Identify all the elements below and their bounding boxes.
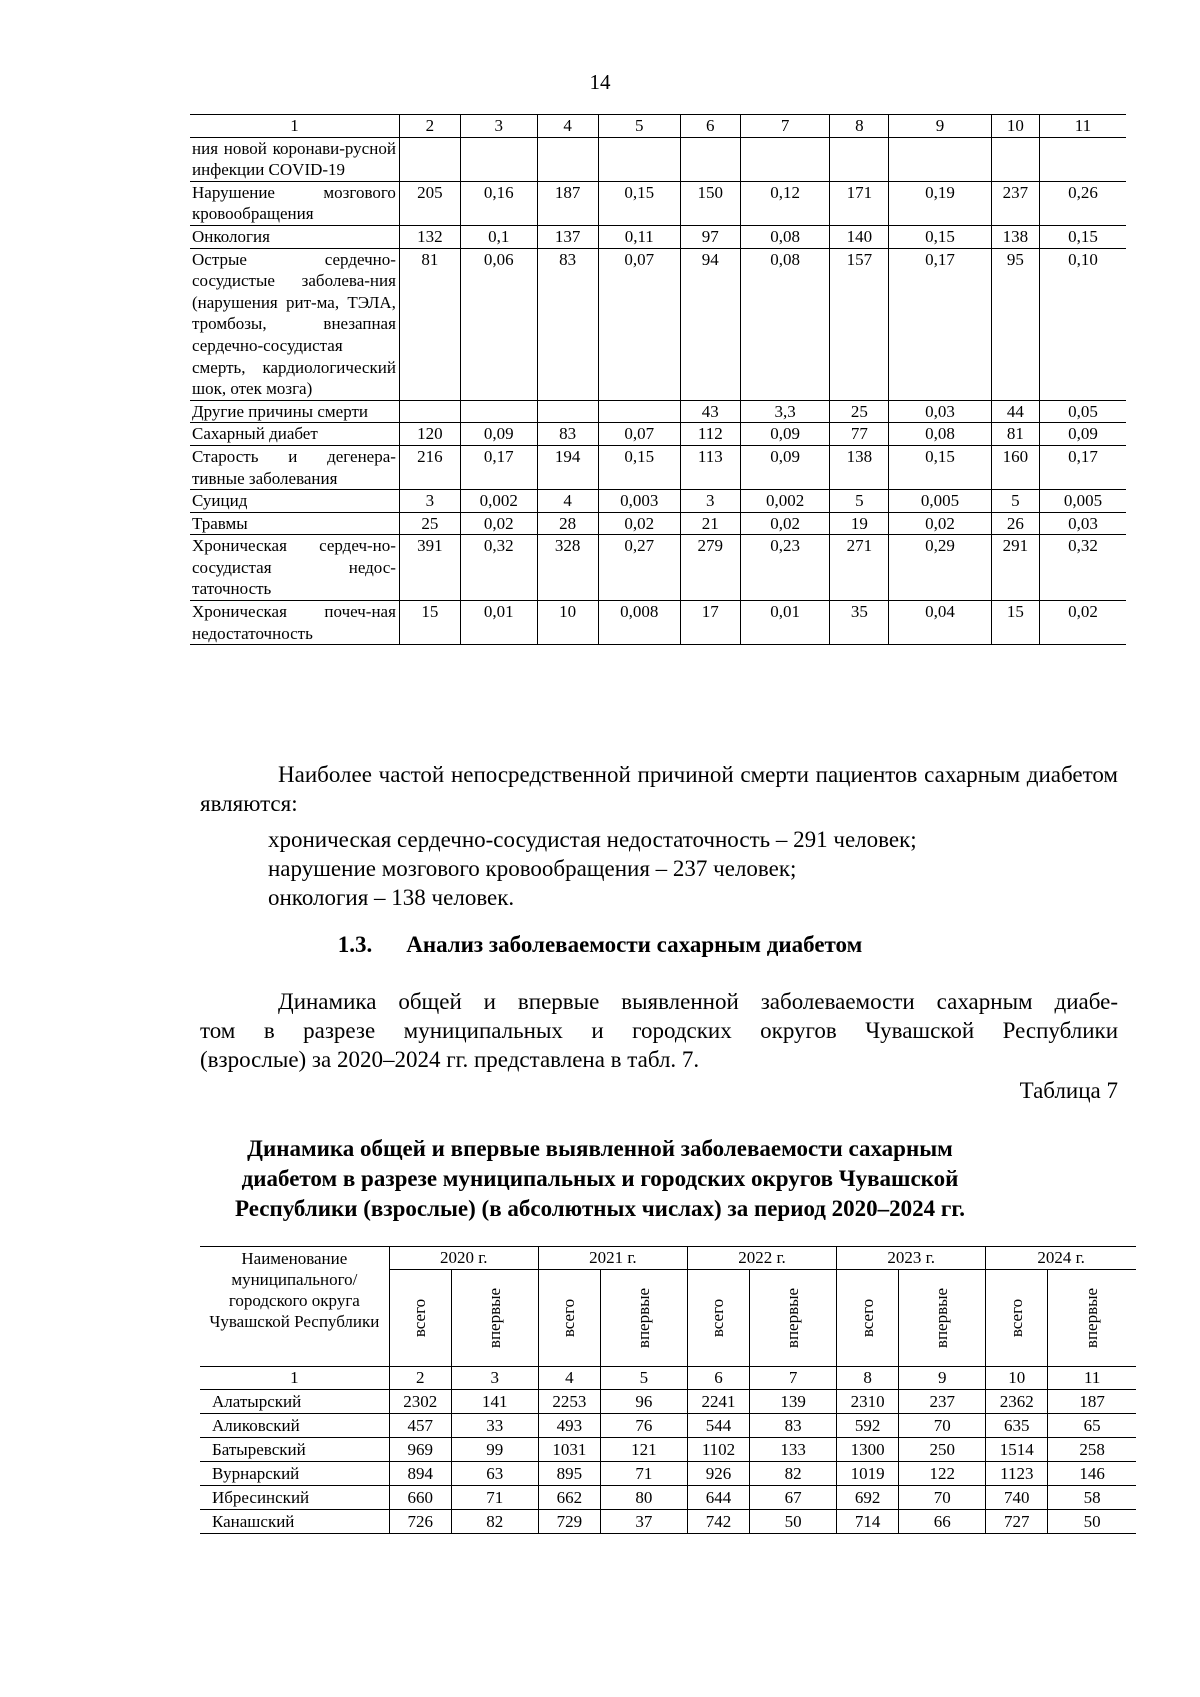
- table-cell: [460, 400, 537, 423]
- table-cell: 76: [600, 1414, 687, 1438]
- table-cell: 0,09: [460, 423, 537, 446]
- table-cell: 0,32: [1039, 535, 1126, 601]
- table-cell: 21: [680, 512, 740, 535]
- table-cell: 25: [399, 512, 460, 535]
- paragraph-line: Динамика общей и впервые выявленной заболеваемости сахарным диабе-: [278, 989, 1118, 1014]
- table-cell: 5: [830, 490, 889, 513]
- table-cell: 0,10: [1039, 248, 1126, 400]
- table-cell: 3: [399, 490, 460, 513]
- list-item: онкология – 138 человек.: [268, 885, 515, 910]
- table-cell: 0,002: [460, 490, 537, 513]
- table-cell: 81: [399, 248, 460, 400]
- table-cell: 0,06: [460, 248, 537, 400]
- table-cell: [537, 137, 598, 181]
- table-cell: 2362: [986, 1390, 1048, 1414]
- column-number: 1: [200, 1367, 389, 1390]
- table-cell: 95: [991, 248, 1039, 400]
- subheader-new: впервые: [451, 1270, 538, 1367]
- table-cell: [830, 137, 889, 181]
- municipality-name: Канашский: [200, 1510, 389, 1534]
- table-cell: [399, 400, 460, 423]
- table-cell: 67: [750, 1486, 837, 1510]
- table-cell: 0,27: [598, 535, 680, 601]
- table-cell: 33: [451, 1414, 538, 1438]
- table-cell: 0,16: [460, 181, 537, 225]
- table-cell: 63: [451, 1462, 538, 1486]
- column-number: 10: [991, 115, 1039, 138]
- table-cell: 1019: [837, 1462, 899, 1486]
- column-number: 9: [899, 1367, 986, 1390]
- table-cell: 279: [680, 535, 740, 601]
- table-cell: 58: [1048, 1486, 1136, 1510]
- subheader-total: всего: [837, 1270, 899, 1367]
- cause-label: Хроническая сердеч-но-сосудистая недос-таточность: [190, 535, 399, 601]
- table-row: [190, 423, 1126, 446]
- table-cell: 71: [600, 1462, 687, 1486]
- paragraph-dynamics: [200, 987, 1118, 1074]
- column-number: 3: [451, 1367, 538, 1390]
- table-cell: 205: [399, 181, 460, 225]
- table-cell: 50: [1048, 1510, 1136, 1534]
- table-cell: 122: [899, 1462, 986, 1486]
- paragraph-causes: Наиболее частой непосредственной причиной смерти пациентов сахарным диабетом являются:: [200, 762, 1118, 816]
- table-cell: 112: [680, 423, 740, 446]
- cause-label: Сахарный диабет: [190, 423, 399, 446]
- table-cell: 0,002: [740, 490, 830, 513]
- table-row: [200, 1438, 1136, 1462]
- table-cell: 0,02: [740, 512, 830, 535]
- table-cell: 644: [687, 1486, 749, 1510]
- table-label: Таблица 7: [1019, 1078, 1118, 1103]
- table-cell: 0,09: [740, 423, 830, 446]
- table-cell: 0,15: [598, 445, 680, 489]
- table-cell: 660: [389, 1486, 451, 1510]
- column-number: 7: [740, 115, 830, 138]
- table-cell: 70: [899, 1486, 986, 1510]
- column-number: 3: [460, 115, 537, 138]
- table-cell: 216: [399, 445, 460, 489]
- table-cell: 82: [750, 1462, 837, 1486]
- table-cell: 0,02: [889, 512, 992, 535]
- table-cell: [740, 137, 830, 181]
- table-title-line: диабетом в разрезе муниципальных и городских округов Чувашской: [241, 1166, 959, 1191]
- causes-of-death-table: [190, 114, 1126, 645]
- table-cell: 82: [451, 1510, 538, 1534]
- table-cell: 1102: [687, 1438, 749, 1462]
- table-cell: 729: [538, 1510, 600, 1534]
- table-row: [190, 248, 1126, 400]
- column-number: 10: [986, 1367, 1048, 1390]
- subheader-total: всего: [389, 1270, 451, 1367]
- table-cell: 237: [899, 1390, 986, 1414]
- table-cell: 0,08: [889, 423, 992, 446]
- table-cell: 0,02: [598, 512, 680, 535]
- table-cell: 0,32: [460, 535, 537, 601]
- table-cell: 94: [680, 248, 740, 400]
- table-cell: 0,03: [1039, 512, 1126, 535]
- table-row: [190, 225, 1126, 248]
- paragraph-line: (взрослые) за 2020–2024 гг. представлена в табл. 7.: [200, 1047, 700, 1072]
- municipality-name: Аликовский: [200, 1414, 389, 1438]
- municipality-header: Наименование муниципального/ городского округа Чувашской Республики: [200, 1247, 389, 1367]
- table-cell: 133: [750, 1438, 837, 1462]
- table-cell: 457: [389, 1414, 451, 1438]
- table-cell: 0,09: [740, 445, 830, 489]
- table-cell: 0,26: [1039, 181, 1126, 225]
- table-cell: 99: [451, 1438, 538, 1462]
- subheader-new: впервые: [1048, 1270, 1136, 1367]
- table-cell: 15: [399, 601, 460, 645]
- table-cell: 160: [991, 445, 1039, 489]
- column-number: 1: [190, 115, 399, 138]
- section-heading: [0, 932, 1200, 958]
- table-cell: 2302: [389, 1390, 451, 1414]
- table-cell: 0,02: [1039, 601, 1126, 645]
- table-cell: 3: [680, 490, 740, 513]
- table-cell: 187: [537, 181, 598, 225]
- table-cell: 81: [991, 423, 1039, 446]
- cause-label: Старость и дегенера-тивные заболевания: [190, 445, 399, 489]
- table-cell: 70: [899, 1414, 986, 1438]
- table-cell: 83: [750, 1414, 837, 1438]
- table-cell: 0,15: [889, 225, 992, 248]
- municipality-name: Алатырский: [200, 1390, 389, 1414]
- column-numbers-row: [200, 1367, 1136, 1390]
- subheader-total: всего: [538, 1270, 600, 1367]
- table-cell: 635: [986, 1414, 1048, 1438]
- table-row: [200, 1510, 1136, 1534]
- column-number: 6: [687, 1367, 749, 1390]
- table-cell: 37: [600, 1510, 687, 1534]
- table-cell: 43: [680, 400, 740, 423]
- table-cell: 895: [538, 1462, 600, 1486]
- table-cell: 662: [538, 1486, 600, 1510]
- cause-label: Другие причины смерти: [190, 400, 399, 423]
- table-row: [200, 1390, 1136, 1414]
- table-cell: 138: [991, 225, 1039, 248]
- cause-label: Онкология: [190, 225, 399, 248]
- table-row: [200, 1414, 1136, 1438]
- column-number: 5: [600, 1367, 687, 1390]
- table-cell: 0,04: [889, 601, 992, 645]
- table-title-line: Республики (взрослые) (в абсолютных числах) за период 2020–2024 гг.: [235, 1196, 965, 1221]
- table-cell: 0,005: [889, 490, 992, 513]
- table-cell: 3,3: [740, 400, 830, 423]
- table-cell: 0,08: [740, 248, 830, 400]
- table-cell: 44: [991, 400, 1039, 423]
- table-row: [190, 445, 1126, 489]
- table-cell: 237: [991, 181, 1039, 225]
- table-cell: 544: [687, 1414, 749, 1438]
- table-cell: 0,003: [598, 490, 680, 513]
- table-cell: 493: [538, 1414, 600, 1438]
- diabetes-incidence-table: [200, 1246, 1136, 1534]
- table-cell: 0,03: [889, 400, 992, 423]
- table-cell: 0,17: [889, 248, 992, 400]
- year-header: 2020 г.: [389, 1247, 538, 1270]
- table-row: [190, 601, 1126, 645]
- table-cell: 80: [600, 1486, 687, 1510]
- table-cell: 0,07: [598, 423, 680, 446]
- table-cell: 250: [899, 1438, 986, 1462]
- subheader-new: впервые: [899, 1270, 986, 1367]
- column-number: 2: [399, 115, 460, 138]
- table-cell: 0,01: [740, 601, 830, 645]
- table-cell: 17: [680, 601, 740, 645]
- column-number: 8: [830, 115, 889, 138]
- table-cell: 0,23: [740, 535, 830, 601]
- table-cell: 35: [830, 601, 889, 645]
- table-cell: 258: [1048, 1438, 1136, 1462]
- table-cell: 969: [389, 1438, 451, 1462]
- table-cell: [460, 137, 537, 181]
- table-cell: 83: [537, 423, 598, 446]
- table-row: [190, 535, 1126, 601]
- table-cell: 0,008: [598, 601, 680, 645]
- table-cell: 15: [991, 601, 1039, 645]
- list-item: хроническая сердечно-сосудистая недостаточность – 291 человек;: [268, 827, 917, 852]
- table-cell: 157: [830, 248, 889, 400]
- table-title-line: Динамика общей и впервые выявленной заболеваемости сахарным: [247, 1136, 953, 1161]
- table-row: [190, 512, 1126, 535]
- column-number: 11: [1048, 1367, 1136, 1390]
- table-cell: 2253: [538, 1390, 600, 1414]
- table-cell: 146: [1048, 1462, 1136, 1486]
- year-header: 2022 г.: [687, 1247, 836, 1270]
- table-cell: 171: [830, 181, 889, 225]
- table-cell: 742: [687, 1510, 749, 1534]
- table-cell: 187: [1048, 1390, 1136, 1414]
- table-row: [190, 137, 1126, 181]
- column-number: 4: [538, 1367, 600, 1390]
- table-cell: 50: [750, 1510, 837, 1534]
- column-number: 5: [598, 115, 680, 138]
- page-number: 14: [589, 70, 611, 94]
- table-cell: 726: [389, 1510, 451, 1534]
- table-cell: 0,005: [1039, 490, 1126, 513]
- table-cell: 141: [451, 1390, 538, 1414]
- table-row: [200, 1462, 1136, 1486]
- table-cell: 1031: [538, 1438, 600, 1462]
- table-cell: 0,08: [740, 225, 830, 248]
- table-cell: 328: [537, 535, 598, 601]
- table-title: [0, 1134, 1200, 1224]
- table-cell: [598, 400, 680, 423]
- table-row: [190, 181, 1126, 225]
- table-row: [190, 400, 1126, 423]
- table-cell: [680, 137, 740, 181]
- table-cell: 0,09: [1039, 423, 1126, 446]
- table-cell: 0,05: [1039, 400, 1126, 423]
- table-cell: 139: [750, 1390, 837, 1414]
- table-cell: 0,1: [460, 225, 537, 248]
- table-cell: 26: [991, 512, 1039, 535]
- table-cell: 150: [680, 181, 740, 225]
- table-cell: 0,15: [598, 181, 680, 225]
- table-cell: 25: [830, 400, 889, 423]
- table-cell: [991, 137, 1039, 181]
- paragraph-line: том в разрезе муниципальных и городских округов Чувашской Республики: [200, 1018, 1118, 1043]
- column-number: 9: [889, 115, 992, 138]
- column-number: 6: [680, 115, 740, 138]
- subheader-total: всего: [986, 1270, 1048, 1367]
- table-cell: 2310: [837, 1390, 899, 1414]
- table-cell: 97: [680, 225, 740, 248]
- cause-label: Острые сердечно-сосудистые заболева-ния (нарушения рит-ма, ТЭЛА, тромбозы, внезапная сердечно-сосудистая смерть, кардиологический шок, отек мозга): [190, 248, 399, 400]
- table-cell: 28: [537, 512, 598, 535]
- table-cell: [889, 137, 992, 181]
- municipality-name: Батыревский: [200, 1438, 389, 1462]
- column-number: 7: [750, 1367, 837, 1390]
- table-cell: 77: [830, 423, 889, 446]
- table-cell: 121: [600, 1438, 687, 1462]
- table-row: [190, 490, 1126, 513]
- table-cell: 96: [600, 1390, 687, 1414]
- table-cell: 0,15: [1039, 225, 1126, 248]
- column-number: 8: [837, 1367, 899, 1390]
- table-cell: 194: [537, 445, 598, 489]
- table-cell: 19: [830, 512, 889, 535]
- table-cell: 0,11: [598, 225, 680, 248]
- table-cell: 2241: [687, 1390, 749, 1414]
- table-cell: 120: [399, 423, 460, 446]
- table-cell: 0,01: [460, 601, 537, 645]
- table-header-row: [190, 115, 1126, 138]
- table-cell: 1123: [986, 1462, 1048, 1486]
- subheader-new: впервые: [600, 1270, 687, 1367]
- table-cell: 4: [537, 490, 598, 513]
- table-cell: 0,07: [598, 248, 680, 400]
- cause-label: Нарушение мозгового кровообращения: [190, 181, 399, 225]
- table-cell: 727: [986, 1510, 1048, 1534]
- table-cell: [1039, 137, 1126, 181]
- cause-label: Суицид: [190, 490, 399, 513]
- table-cell: 740: [986, 1486, 1048, 1510]
- table-cell: 1514: [986, 1438, 1048, 1462]
- table-cell: [537, 400, 598, 423]
- cause-label: Хроническая почеч-ная недостаточность: [190, 601, 399, 645]
- table-cell: 0,15: [889, 445, 992, 489]
- table-cell: 66: [899, 1510, 986, 1534]
- table-cell: 0,29: [889, 535, 992, 601]
- table-cell: 0,02: [460, 512, 537, 535]
- table-cell: 140: [830, 225, 889, 248]
- table-cell: 65: [1048, 1414, 1136, 1438]
- table-cell: 0,17: [1039, 445, 1126, 489]
- column-number: 4: [537, 115, 598, 138]
- table-cell: 271: [830, 535, 889, 601]
- year-header: 2024 г.: [986, 1247, 1136, 1270]
- table-cell: 132: [399, 225, 460, 248]
- section-number: 1.3.: [337, 932, 373, 957]
- table-cell: [598, 137, 680, 181]
- table-cell: 926: [687, 1462, 749, 1486]
- table-cell: 137: [537, 225, 598, 248]
- table-cell: 291: [991, 535, 1039, 601]
- column-number: 11: [1039, 115, 1126, 138]
- table-cell: 894: [389, 1462, 451, 1486]
- table-row: [200, 1486, 1136, 1510]
- table-cell: 1300: [837, 1438, 899, 1462]
- table-cell: 592: [837, 1414, 899, 1438]
- municipality-name: Ибресинский: [200, 1486, 389, 1510]
- municipality-name: Вурнарский: [200, 1462, 389, 1486]
- list-item: нарушение мозгового кровообращения – 237 человек;: [268, 856, 797, 881]
- table-cell: 10: [537, 601, 598, 645]
- cause-label: Травмы: [190, 512, 399, 535]
- table-cell: [399, 137, 460, 181]
- subheader-new: впервые: [750, 1270, 837, 1367]
- table-cell: 0,12: [740, 181, 830, 225]
- table-cell: 113: [680, 445, 740, 489]
- table-cell: 714: [837, 1510, 899, 1534]
- subheader-total: всего: [687, 1270, 749, 1367]
- table-cell: 692: [837, 1486, 899, 1510]
- column-number: 2: [389, 1367, 451, 1390]
- table-cell: 5: [991, 490, 1039, 513]
- year-header: 2021 г.: [538, 1247, 687, 1270]
- year-header: 2023 г.: [837, 1247, 986, 1270]
- cause-label: ния новой коронави-русной инфекции COVID-19: [190, 137, 399, 181]
- table-cell: 0,19: [889, 181, 992, 225]
- section-title: Анализ заболеваемости сахарным диабетом: [406, 932, 863, 957]
- table-cell: 138: [830, 445, 889, 489]
- table-cell: 391: [399, 535, 460, 601]
- table-cell: 0,17: [460, 445, 537, 489]
- table-cell: 83: [537, 248, 598, 400]
- table-cell: 71: [451, 1486, 538, 1510]
